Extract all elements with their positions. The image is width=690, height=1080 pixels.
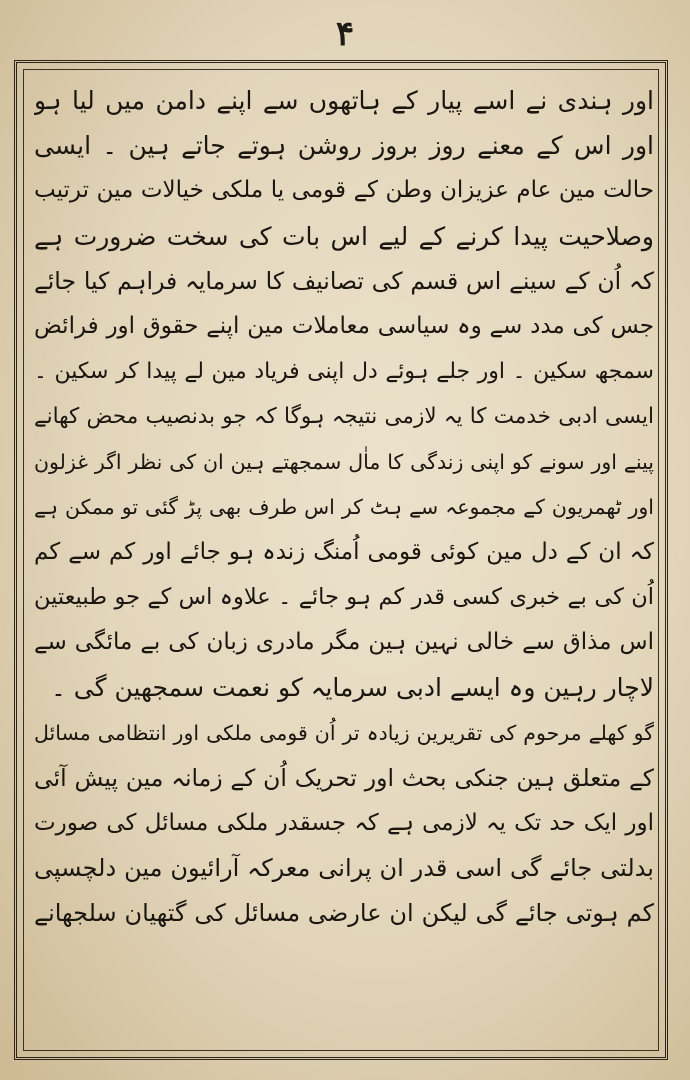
- text-line-10: اور ٹھمریون کے مجموعہ سے ہٹ کر اس طرف بھی پڑ گئی تو ممکن ہے: [34, 494, 654, 519]
- text-line-18: بدلتی جائے گی اسی قدر ان پرانی معرکہ آرائیون مین دلچسپی: [34, 854, 654, 883]
- text-line-1: اور ہندی نے اسے پیار کے ہاتھوں سے اپنے دامن میں لیا ہو: [34, 86, 654, 115]
- text-line-7: سمجھ سکین ۔ اور جلے ہوئے دل اپنی فریاد مین لے پیدا کر سکین ۔: [34, 359, 654, 385]
- text-line-15: گو کھلے مرحوم کی تقریرین زیادہ تر اُن قومی ملکی اور انتظامی مسائل: [34, 720, 654, 745]
- text-line-8: ایسی ادبی خدمت کا یہ لازمی نتیجہ ہوگا کہ جو بدنصیب محض کھانے: [34, 404, 654, 430]
- text-line-19: کم ہوتی جائے گی لیکن ان عارضی مسائل کی گتھیان سلجھانے: [34, 899, 654, 928]
- text-line-6: جس کی مدد سے وہ سیاسی معاملات مین اپنے حقوق اور فرائض: [34, 312, 654, 339]
- page-number: ۴: [335, 14, 355, 54]
- text-line-17: اور ایک حد تک یہ لازمی ہے کہ جسقدر ملکی مسائل کی صورت: [34, 810, 654, 836]
- text-line-9: پینے اور سونے کو اپنی زندگی کا ماٰل سمجھتے ہین ان کی نظر اگر غزلون: [34, 449, 654, 474]
- urdu-text-block: [34, 78, 654, 937]
- text-line-11: کہ ان کے دل مین کوئی قومی اُمنگ زندہ ہو جائے اور کم سے کم: [34, 538, 654, 565]
- text-line-3: حالت مین عام عزیزان وطن کے قومی یا ملکی خیالات مین ترتیب: [34, 177, 654, 204]
- text-line-4: وصلاحیت پیدا کرنے کے لیے اس بات کی سخت ضرورت ہے: [34, 221, 654, 251]
- text-line-2: اور اس کے معنے روز بروز روشن ہوتے جاتے ہین ۔ ایسی: [34, 131, 654, 161]
- text-line-14: لاچار رہین وہ ایسے ادبی سرمایہ کو نعمت سمجھین گی ۔: [51, 673, 654, 703]
- text-line-5: کہ اُن کے سینے اس قسم کی تصانیف کا سرمایہ فراہم کیا جائے: [34, 266, 654, 295]
- text-line-13: اس مذاق سے خالی نہین ہین مگر مادری زبان کی بے مائگی سے: [34, 629, 654, 656]
- text-line-12: اُن کی بے خبری کسی قدر کم ہو جائے ۔ علاوہ اس کے جو طبیعتین: [34, 584, 654, 611]
- text-line-16: کے متعلق ہین جنکی بحث اور تحریک اُن کے زمانہ مین پیش آئی: [34, 763, 654, 792]
